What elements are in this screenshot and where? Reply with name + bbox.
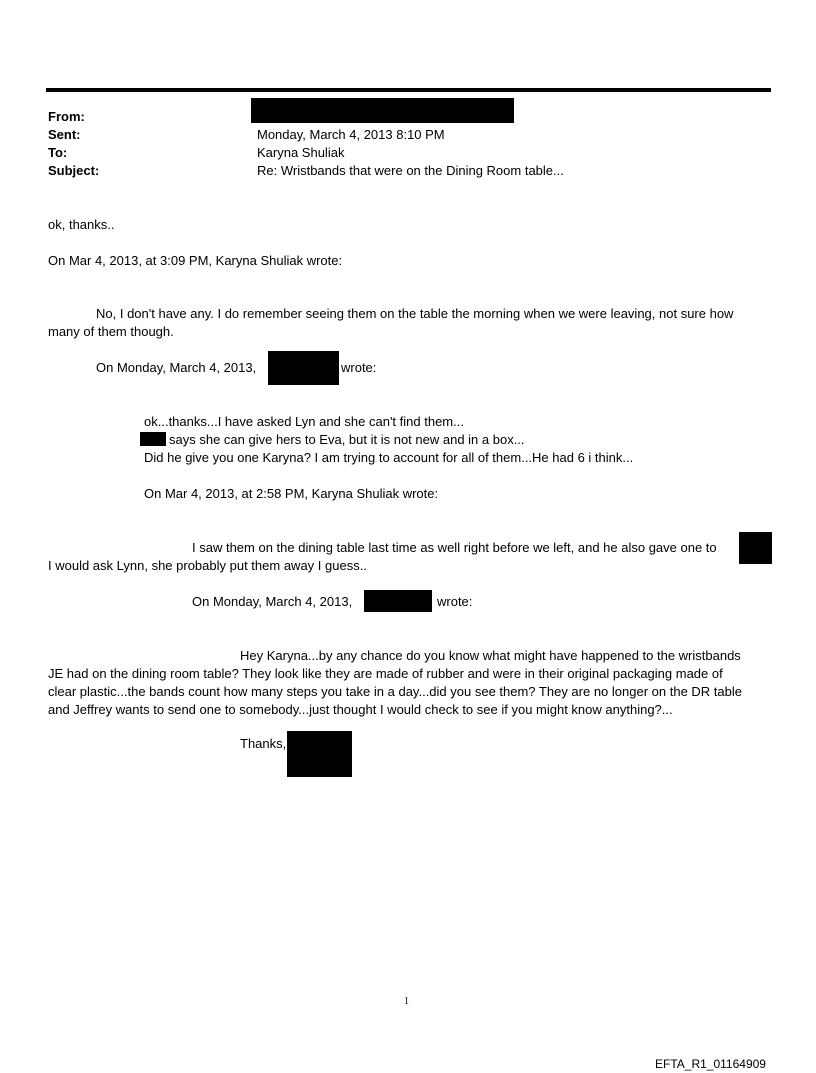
sent-value: Monday, March 4, 2013 8:10 PM — [257, 127, 445, 142]
page-number: 1 — [404, 996, 409, 1007]
quote4-header-prefix: On Monday, March 4, 2013, — [192, 594, 353, 609]
quote2-line3: Did he give you one Karyna? I am trying to account for all of them...He had 6 i think... — [144, 450, 634, 465]
bates-number: EFTA_R1_01164909 — [655, 1057, 766, 1071]
quote2-header-prefix: On Monday, March 4, 2013, — [96, 360, 257, 375]
sent-label: Sent: — [48, 127, 81, 142]
redacted-name-block — [140, 432, 166, 446]
quote2-header-suffix: wrote: — [341, 360, 377, 375]
quote1-header: On Mar 4, 2013, at 3:09 PM, Karyna Shuliak wrote: — [48, 253, 343, 268]
from-label: From: — [48, 109, 85, 124]
subject-label: Subject: — [48, 163, 100, 178]
quote2-line1: ok...thanks...I have asked Lyn and she can't find them... — [144, 414, 464, 429]
quote4-line2: JE had on the dining room table? They look like they are made of rubber and were in their original packaging made of — [48, 666, 723, 681]
quote4-line3: clear plastic...the bands count how many steps you take in a day...did you see them? They are no longer on the DR table — [48, 684, 742, 699]
redacted-name-block — [739, 532, 772, 564]
quote1-paragraph-line1: No, I don't have any. I do remember seeing them on the table the morning when we were leaving, not sure how — [96, 306, 734, 321]
quote4-line1: Hey Karyna...by any chance do you know what might have happened to the wristbands — [240, 648, 741, 663]
redacted-name-block — [268, 351, 339, 385]
quote4-line4: and Jeffrey wants to send one to somebody...just thought I would check to see if you might know anything?... — [48, 702, 673, 717]
to-label: To: — [48, 145, 68, 160]
quote3-line2: I would ask Lynn, she probably put them away I guess.. — [48, 558, 367, 573]
quote3-line1: I saw them on the dining table last time as well right before we left, and he also gave one to — [192, 540, 717, 555]
reply-text: ok, thanks.. — [48, 217, 115, 232]
quote3-header: On Mar 4, 2013, at 2:58 PM, Karyna Shuliak wrote: — [144, 486, 439, 501]
quote1-paragraph-line2: many of them though. — [48, 324, 174, 339]
redacted-sender-block — [251, 98, 514, 123]
redacted-signature-block — [287, 731, 352, 777]
quote4-header-suffix: wrote: — [437, 594, 473, 609]
redacted-name-block — [364, 590, 432, 612]
subject-value: Re: Wristbands that were on the Dining Room table... — [257, 163, 564, 178]
to-value: Karyna Shuliak — [257, 145, 345, 160]
signoff-text: Thanks, — [240, 736, 287, 751]
quote2-line2: says she can give hers to Eva, but it is not new and in a box... — [169, 432, 525, 447]
header-divider — [46, 88, 771, 92]
